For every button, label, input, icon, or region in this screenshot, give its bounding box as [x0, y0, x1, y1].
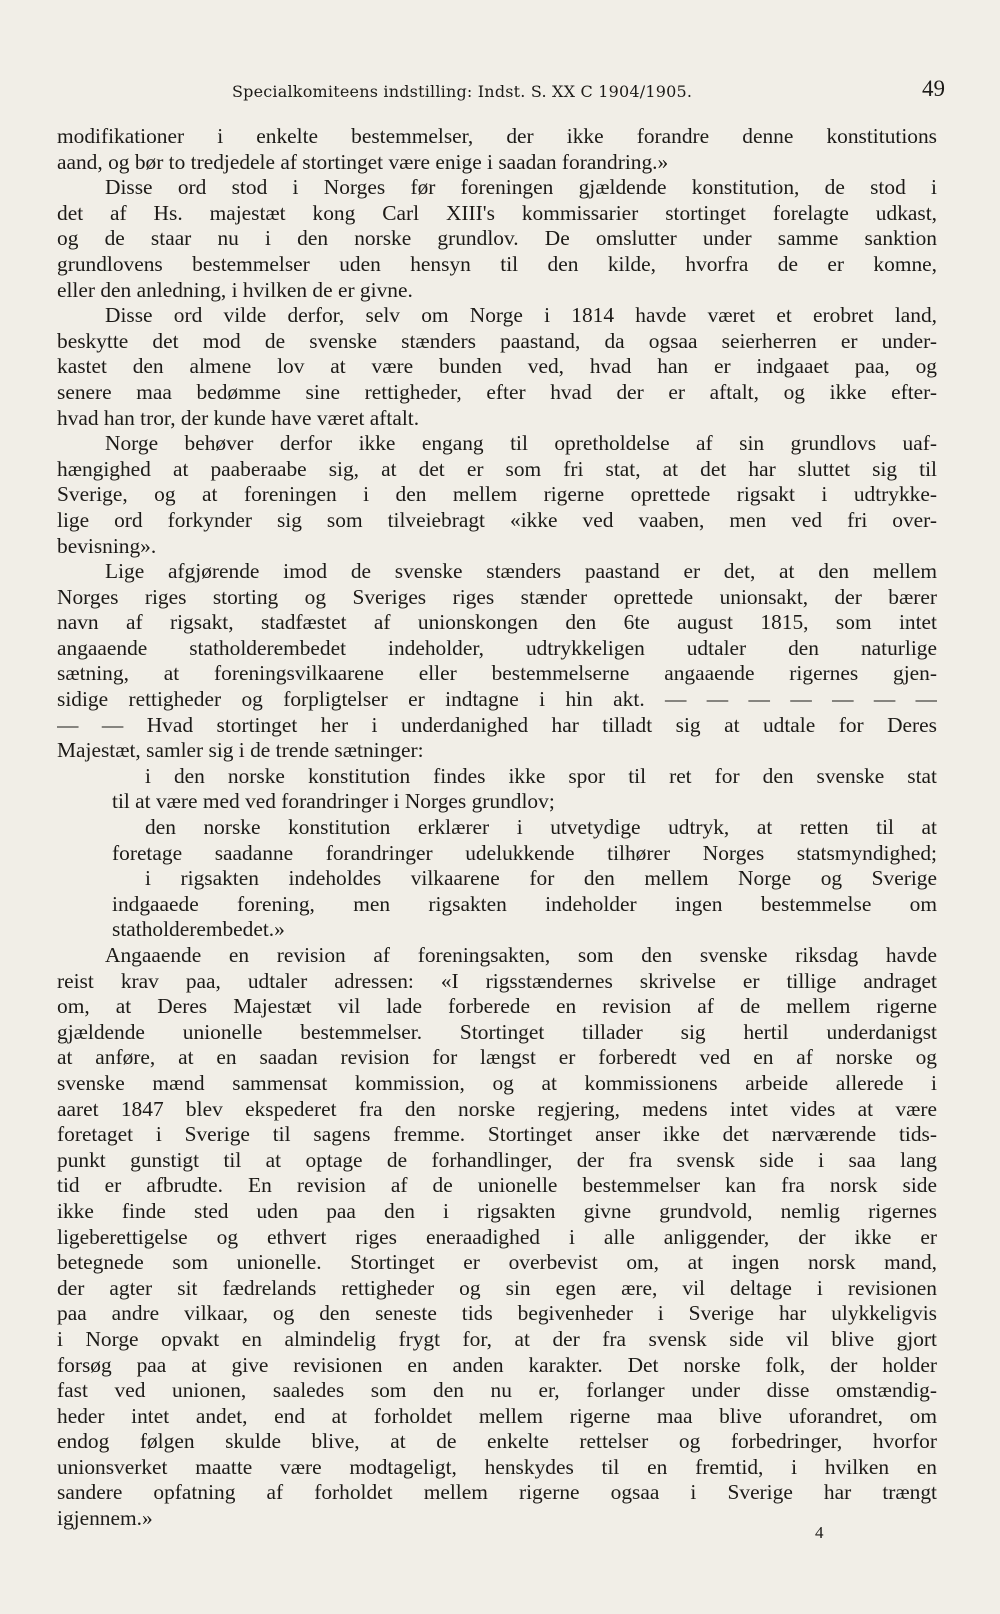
text-line: ligeberettigelse og ethvert riges eneraadighed i alle anliggender, der ikke er — [57, 1224, 937, 1249]
text-line: det af Hs. majestæt kong Carl XIII's kommissarier stortinget forelagte udkast, — [57, 200, 937, 225]
text-line: gjældende unionelle bestemmelser. Stortinget tillader sig hertil underdanigst — [57, 1019, 937, 1044]
body-text — [57, 124, 937, 1532]
text-line: Lige afgjørende imod de svenske stænders paastand er det, at den mellem — [105, 559, 937, 584]
text-line: Angaaende en revision af foreningsakten, som den svenske riksdag havde — [105, 943, 937, 967]
text-line: indgaaede forening, men rigsakten indeholder ingen bestemmelse om — [112, 891, 937, 916]
running-title: Specialkomiteens indstilling: Indst. S. XX C 1904/1905. — [232, 82, 693, 101]
text-line: i rigsakten indeholdes vilkaarene for den mellem Norge og Sverige — [145, 866, 937, 891]
text-line: i den norske konstitution findes ikke spor til ret for den svenske stat — [145, 763, 937, 788]
text-line: statholderembedet.» — [112, 917, 285, 942]
text-line: ikke finde sted uden paa den i rigsakten givne grundvold, nemlig rigernes — [57, 1198, 937, 1223]
text-line: reist krav paa, udtaler adressen: «I rigsstændernes skrivelse er tillige andraget — [57, 968, 937, 993]
text-line: sandere opfatning af forholdet mellem rigerne ogsaa i Sverige har trængt — [57, 1480, 937, 1505]
text-line: Disse ord vilde derfor, selv om Norge i 1814 havde været et erobret land, — [105, 303, 937, 328]
text-line: grundlovens bestemmelser uden hensyn til den kilde, hvorfra de er komne, — [57, 251, 937, 276]
text-line: navn af rigsakt, stadfæstet af unionskongen den 6te august 1815, som intet — [57, 610, 937, 635]
text-line: eller den anledning, i hvilken de er givne. — [57, 277, 413, 302]
text-line: foretaget i Sverige til sagens fremme. Stortinget anser ikke det nærværende tids- — [57, 1122, 937, 1147]
text-line: hvad han tror, der kunde have været aftalt. — [57, 405, 420, 430]
text-line: til at være med ved forandringer i Norges grundlov; — [112, 789, 555, 814]
text-line: punkt gunstigt til at optage de forhandlinger, der fra svensk side i saa lang — [57, 1147, 937, 1172]
text-line: beskytte det mod de svenske stænders paastand, da ogsaa seierherren er under- — [57, 328, 937, 353]
signature-mark: 4 — [815, 1523, 824, 1542]
text-line: kastet den almene lov at være bunden ved, hvad han er indgaaet paa, og — [57, 354, 937, 379]
text-line: igjennem.» — [57, 1506, 153, 1531]
text-line: tid er afbrudte. En revision af de unionelle bestemmelser kan fra norsk side — [57, 1173, 937, 1198]
text-line: om, at Deres Majestæt vil lade forberede en revision af de mellem rigerne — [57, 994, 937, 1019]
text-line: hængighed at paaberaabe sig, at det er som fri stat, at det har sluttet sig til — [57, 456, 937, 481]
text-line: sidige rettigheder og forpligtelser er indtagne i hin akt. — — — — — — — — [57, 687, 937, 712]
text-line: bevisning». — [57, 533, 157, 558]
text-line: Norge behøver derfor ikke engang til opretholdelse af sin grundlovs uaf- — [105, 431, 937, 456]
text-line: senere maa bedømme sine rettigheder, efter hvad der er aftalt, og ikke efter- — [57, 379, 937, 404]
text-line: endog følgen skulde blive, at de enkelte rettelser og forbedringer, hvorfor — [57, 1429, 937, 1454]
text-line: der agter sit fædrelands rettigheder og sin egen ære, vil deltage i revisionen — [57, 1275, 937, 1300]
text-line: Sverige, og at foreningen i den mellem rigerne oprettede rigsakt i udtrykke- — [57, 482, 937, 507]
text-line: at anføre, at en saadan revision for længst er forberedt ved en af norske og — [57, 1045, 937, 1070]
running-header — [232, 76, 945, 104]
text-line: den norske konstitution erklærer i utvetydige udtryk, at retten til at — [145, 815, 937, 840]
text-line: aaret 1847 blev ekspederet fra den norske regjering, medens intet vides at være — [57, 1096, 937, 1121]
text-line: foretage saadanne forandringer udelukkende tilhører Norges statsmyndighed; — [112, 840, 937, 865]
text-line: sætning, at foreningsvilkaarene eller bestemmelserne angaaende rigernes gjen- — [57, 661, 937, 686]
text-line: heder intet andet, end at forholdet mellem rigerne maa blive uforandret, om — [57, 1403, 937, 1428]
text-line: fast ved unionen, saaledes som den nu er, forlanger under disse omstændig- — [57, 1378, 937, 1403]
text-line: Norges riges storting og Sveriges riges stænder oprettede unionsakt, der bærer — [57, 584, 937, 609]
text-line: Majestæt, samler sig i de trende sætninger: — [57, 738, 424, 763]
text-line: paa andre vilkaar, og den seneste tids begivenheder i Sverige har ulykkeligvis — [57, 1301, 937, 1326]
text-line: modifikationer i enkelte bestemmelser, der ikke forandre denne konstitutions — [57, 124, 937, 148]
text-line: — — Hvad stortinget her i underdanighed har tilladt sig at udtale for Deres — [57, 712, 937, 737]
page-number: 49 — [922, 76, 945, 101]
text-line: Disse ord stod i Norges før foreningen gjældende konstitution, de stod i — [105, 175, 937, 200]
text-line: angaaende statholderembedet indeholder, udtrykkeligen udtaler den naturlige — [57, 635, 937, 660]
text-line: aand, og bør to tredjedele af stortinget være enige i saadan forandring.» — [57, 149, 669, 174]
text-line: betegnede som unionelle. Stortinget er overbevist om, at ingen norsk mand, — [57, 1250, 937, 1275]
text-line: forsøg paa at give revisionen en anden karakter. Det norske folk, der holder — [57, 1352, 937, 1377]
text-line: i Norge opvakt en almindelig frygt for, at der fra svensk side vil blive gjort — [57, 1326, 937, 1351]
text-line: unionsverket maatte være modtageligt, henskydes til en fremtid, i hvilken en — [57, 1454, 937, 1479]
text-line: og de staar nu i den norske grundlov. De omslutter under samme sanktion — [57, 226, 937, 251]
text-line: lige ord forkynder sig som tilveiebragt «ikke ved vaaben, men ved fri over- — [57, 507, 937, 532]
text-line: svenske mænd sammensat kommission, og at kommissionens arbeide allerede i — [57, 1070, 937, 1095]
